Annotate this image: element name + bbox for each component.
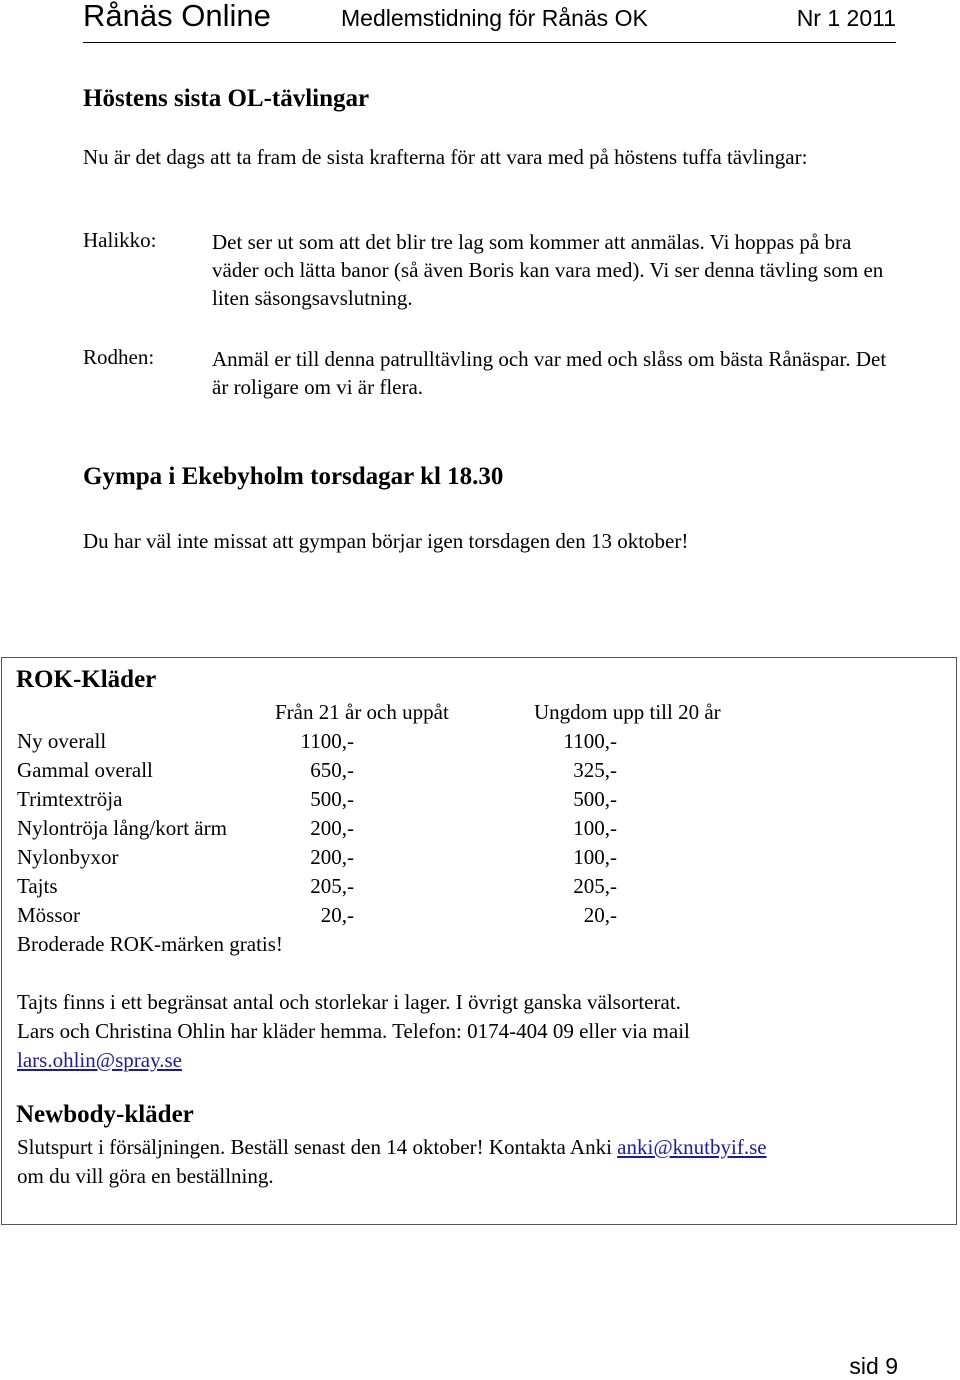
rok-box	[1, 657, 957, 1225]
email-link-lars[interactable]: lars.ohlin@spray.se	[17, 1048, 182, 1072]
newbody-text	[17, 1133, 937, 1191]
price-youth: 1100,-	[563, 729, 617, 753]
price-youth: 20,-	[583, 903, 617, 927]
price-adult: 650,-	[310, 758, 354, 782]
price-item: Gammal overall	[17, 758, 153, 782]
price-adult: 205,-	[310, 874, 354, 898]
term-halikko: Halikko:	[83, 228, 157, 252]
newbody-text-end: om du vill göra en beställning.	[17, 1164, 274, 1188]
price-youth: 500,-	[573, 787, 617, 811]
price-item: Ny overall	[17, 729, 107, 753]
ol-intro: Nu är det dags att ta fram de sista krafterna för att vara med på höstens tuffa tävlingar:	[83, 145, 808, 169]
page-number: sid 9	[849, 1353, 898, 1379]
price-item: Mössor	[17, 903, 81, 927]
price-item: Tajts	[17, 874, 58, 898]
gympa-text: Du har väl inte missat att gympan börjar igen torsdagen den 13 oktober!	[83, 529, 689, 553]
newsletter-subtitle: Medlemstidning för Rånäs OK	[341, 5, 648, 31]
price-youth: 205,-	[573, 874, 617, 898]
price-youth: 325,-	[573, 758, 617, 782]
rok-info-line2: Lars och Christina Ohlin har kläder hemma. Telefon: 0174-404 09 eller via mail	[17, 1019, 690, 1043]
rok-info	[17, 988, 937, 1075]
price-item: Trimtextröja	[17, 787, 123, 811]
col-adult-header: Från 21 år och uppåt	[275, 700, 449, 724]
price-item: Nylontröja lång/kort ärm	[17, 816, 227, 840]
email-link-anki[interactable]: anki@knutbyif.se	[617, 1135, 767, 1159]
rok-note: Broderade ROK-märken gratis!	[17, 932, 283, 956]
gympa-heading: Gympa i Ekebyholm torsdagar kl 18.30	[83, 463, 504, 490]
price-youth: 100,-	[573, 845, 617, 869]
price-adult: 500,-	[310, 787, 354, 811]
definition-halikko: Det ser ut som att det blir tre lag som kommer att anmälas. Vi hoppas på bra väder och lätta banor (så även Boris kan vara med). Vi ser denna tävling som en liten säsongsavslutning.	[212, 230, 884, 310]
price-youth: 100,-	[573, 816, 617, 840]
price-adult: 1100,-	[300, 729, 354, 753]
site-title: Rånäs Online	[83, 0, 271, 33]
page-header	[83, 0, 896, 43]
definition-rodhen: Anmäl er till denna patrulltävling och var med och slåss om bästa Rånäspar. Det är roligare om vi är flera.	[212, 347, 887, 399]
price-adult: 20,-	[320, 903, 354, 927]
newbody-text-start: Slutspurt i försäljningen. Beställ senast den 14 oktober! Kontakta Anki	[17, 1135, 618, 1159]
newbody-heading: Newbody-kläder	[16, 1101, 194, 1128]
ol-heading: Höstens sista OL-tävlingar	[83, 85, 370, 112]
col-youth-header: Ungdom upp till 20 år	[534, 700, 721, 724]
price-adult: 200,-	[310, 816, 354, 840]
issue-number: Nr 1 2011	[796, 5, 896, 31]
term-rodhen: Rodhen:	[83, 345, 155, 369]
price-adult: 200,-	[310, 845, 354, 869]
rok-heading: ROK-Kläder	[16, 666, 157, 693]
price-item: Nylonbyxor	[17, 845, 119, 869]
rok-info-line1: Tajts finns i ett begränsat antal och storlekar i lager. I övrigt ganska välsorterat.	[17, 990, 681, 1014]
